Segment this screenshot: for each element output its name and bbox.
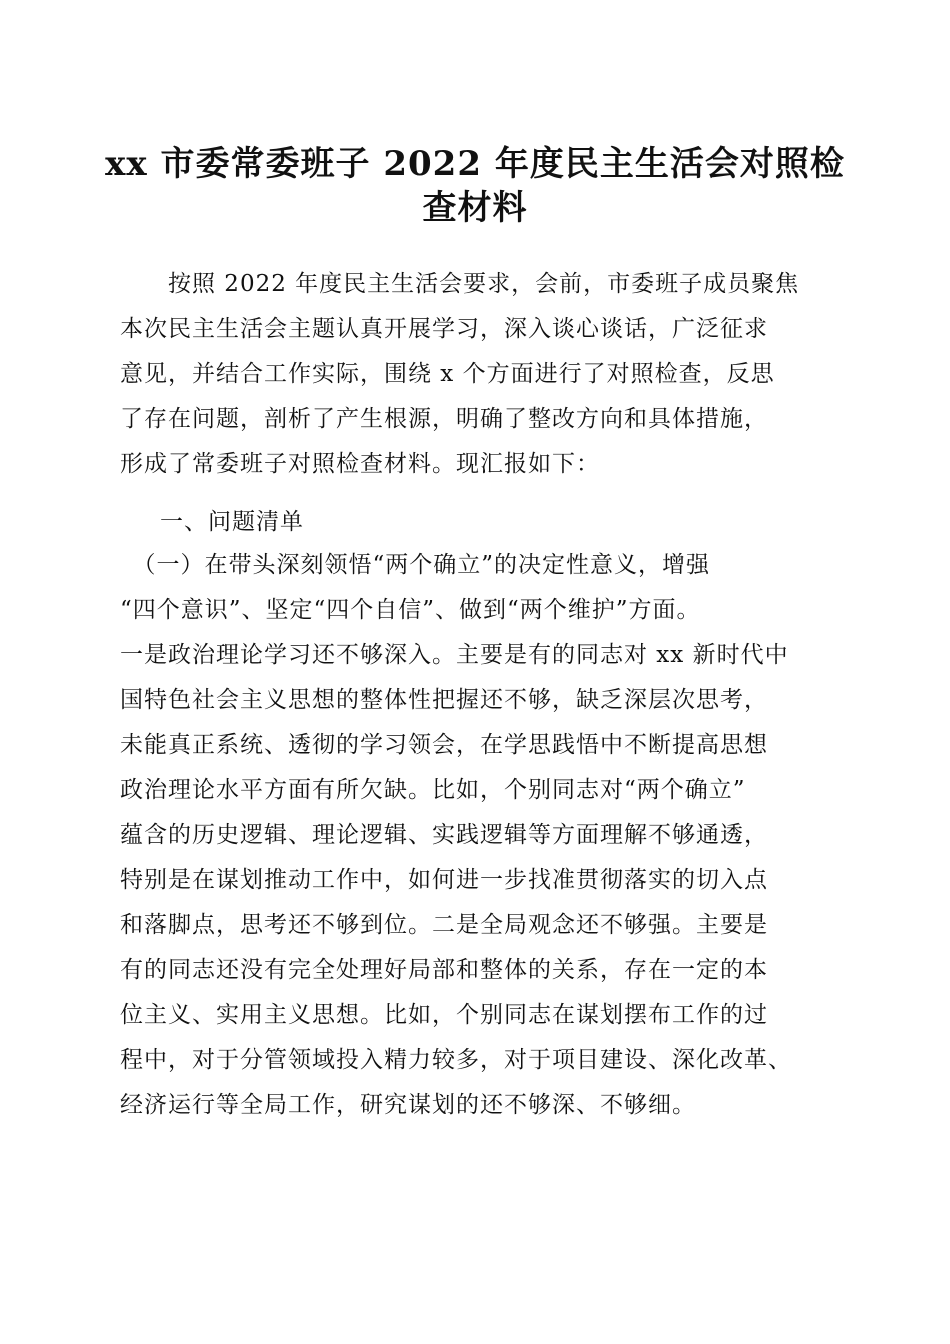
text-line: 了存在问题，剖析了产生根源，明确了整改方向和具体措施， xyxy=(120,406,768,432)
text-line: 位主义、实用主义思想。比如，个别同志在谋划摆布工作的过 xyxy=(120,1002,768,1028)
text-line: 一是政治理论学习还不够深入。主要是有的同志对 xx 新时代中 xyxy=(120,642,789,668)
text-line: 特别是在谋划推动工作中，如何进一步找准贯彻落实的切入点 xyxy=(120,867,768,893)
text-line: 国特色社会主义思想的整体性把握还不够，缺乏深层次思考， xyxy=(120,687,768,713)
text-line: 和落脚点，思考还不够到位。二是全局观念还不够强。主要是 xyxy=(120,912,768,938)
text-line: 程中，对于分管领域投入精力较多，对于项目建设、深化改革、 xyxy=(120,1047,792,1073)
document-title xyxy=(100,142,850,230)
text-line: 本次民主生活会主题认真开展学习，深入谈心谈话，广泛征求 xyxy=(120,316,768,342)
text-line: 有的同志还没有完全处理好局部和整体的关系，存在一定的本 xyxy=(120,957,768,983)
body-paragraph xyxy=(120,543,840,1128)
text-line: 意见，并结合工作实际，围绕 x 个方面进行了对照检查，反思 xyxy=(120,361,775,387)
section-heading: 一、问题清单 xyxy=(160,509,304,535)
intro-paragraph xyxy=(120,262,840,487)
text-line: （一）在带头深刻领悟“两个确立”的决定性意义，增强 xyxy=(120,552,711,578)
text-line: “四个意识”、坚定“四个自信”、做到“两个维护”方面。 xyxy=(120,597,701,623)
text-line: 形成了常委班子对照检查材料。现汇报如下： xyxy=(120,451,600,477)
title-line: 查材料 xyxy=(422,188,528,228)
text-line: 经济运行等全局工作，研究谋划的还不够深、不够细。 xyxy=(120,1092,696,1118)
text-line: 政治理论水平方面有所欠缺。比如，个别同志对“两个确立” xyxy=(120,777,746,803)
text-line: 按照 2022 年度民主生活会要求，会前，市委班子成员聚焦 xyxy=(120,271,800,297)
text-line: 未能真正系统、透彻的学习领会，在学思践悟中不断提高思想 xyxy=(120,732,768,758)
title-line: xx 市委常委班子 2022 年度民主生活会对照检 xyxy=(105,144,845,184)
text-line: 蕴含的历史逻辑、理论逻辑、实践逻辑等方面理解不够通透， xyxy=(120,822,768,848)
